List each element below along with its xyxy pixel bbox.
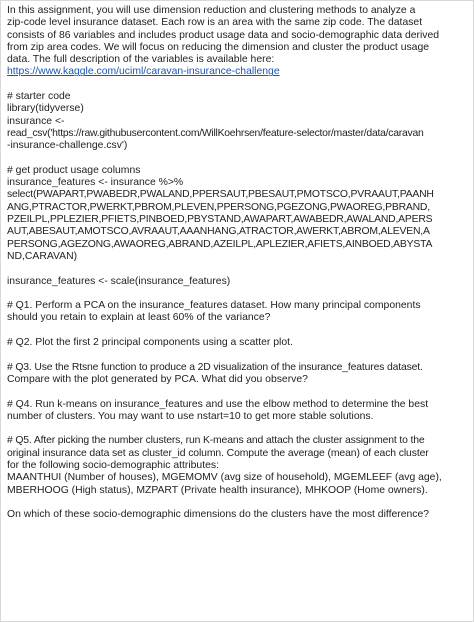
intro-line: data. The full description of the variables is available here: bbox=[7, 54, 275, 66]
intro-line: from zip area codes. We will focus on reducing the dimension and cluster the product usage bbox=[7, 41, 430, 53]
q2-line: # Q2. Plot the first 2 principal components using a scatter plot. bbox=[7, 337, 293, 349]
paragraph-gap bbox=[7, 325, 467, 337]
starter-line: read_csv('https://raw.githubusercontent.com/WillKoehrsen/feature-selector/master/data/caravan bbox=[7, 127, 424, 139]
question-3 bbox=[7, 362, 467, 387]
paragraph-gap bbox=[7, 423, 467, 435]
question-4 bbox=[7, 399, 467, 424]
intro-line: consists of 86 variables and includes product usage data and socio-demographic data derived bbox=[7, 29, 440, 41]
q5-line: MBERHOOG (High status), MZPART (Private health insurance), MHKOOP (Home owners). bbox=[7, 484, 428, 496]
final-line: On which of these socio-demographic dimensions do the clusters have the most difference? bbox=[7, 509, 430, 521]
product-line: # get product usage columns bbox=[7, 164, 141, 176]
scale-block bbox=[7, 276, 467, 288]
q4-line: number of clusters. You may want to use nstart=10 to get more stable solutions. bbox=[7, 410, 374, 422]
q5-line: for the following socio-demographic attributes: bbox=[7, 459, 219, 471]
product-line: PZEILPL,PPLEZIER,PFIETS,PINBOED,PBYSTAND,AWAPART,AWABEDR,AWALAND,APERS bbox=[7, 214, 433, 226]
starter-line: library(tidyverse) bbox=[7, 103, 84, 115]
intro-line: In this assignment, you will use dimension reduction and clustering methods to analyze a bbox=[7, 5, 416, 16]
paragraph-gap bbox=[7, 497, 467, 509]
paragraph-gap bbox=[7, 349, 467, 361]
product-line: insurance_features <- insurance %>% bbox=[7, 177, 184, 189]
kaggle-dataset-link[interactable]: https://www.kaggle.com/uciml/caravan-insurance-challenge bbox=[7, 66, 280, 78]
product-usage-block bbox=[7, 165, 467, 263]
q3-line: Compare with the plot generated by PCA. What did you observe? bbox=[7, 373, 308, 385]
q3-line: # Q3. Use the Rtsne function to produce a 2D visualization of the insurance_features dataset. bbox=[7, 361, 423, 373]
intro-paragraph bbox=[7, 5, 467, 79]
paragraph-gap bbox=[7, 153, 467, 165]
scale-line: insurance_features <- scale(insurance_features) bbox=[7, 275, 231, 287]
paragraph-gap bbox=[7, 263, 467, 275]
q5-line: original insurance data set as cluster_id column. Compute the average (mean) of each cluster bbox=[7, 447, 429, 459]
product-line: PERSONG,AGEZONG,AWAOREG,ABRAND,AZEILPL,APLEZIER,AFIETS,AINBOED,ABYSTA bbox=[7, 238, 433, 250]
paragraph-gap bbox=[7, 288, 467, 300]
q5-line: # Q5. After picking the number clusters, run K-means and attach the cluster assignment to the bbox=[7, 435, 425, 447]
question-2 bbox=[7, 337, 467, 349]
paragraph-gap bbox=[7, 386, 467, 398]
paragraph-gap bbox=[7, 79, 467, 91]
starter-line: -insurance-challenge.csv') bbox=[7, 140, 128, 152]
q1-line: # Q1. Perform a PCA on the insurance_features dataset. How many principal components bbox=[7, 300, 421, 312]
question-1 bbox=[7, 300, 467, 325]
q1-line: should you retain to explain at least 60% of the variance? bbox=[7, 312, 271, 324]
product-line: ANG,PTRACTOR,PWERKT,PBROM,PLEVEN,PPERSONG,PGEZONG,PWAOREG,PBRAND, bbox=[7, 201, 430, 213]
product-line: AUT,ABESAUT,AMOTSCO,AVRAAUT,AAANHANG,ATRACTOR,AWERKT,ABROM,ALEVEN,A bbox=[7, 226, 430, 238]
q4-line: # Q4. Run k-means on insurance_features and use the elbow method to determine the best bbox=[7, 398, 429, 410]
starter-line: # starter code bbox=[7, 91, 71, 103]
q5-line: MAANTHUI (Number of houses), MGEMOMV (avg size of household), MGEMLEEF (avg age), bbox=[7, 472, 442, 484]
final-question bbox=[7, 509, 467, 521]
starter-code-block bbox=[7, 91, 467, 152]
question-5 bbox=[7, 435, 467, 496]
product-line: select(PWAPART,PWABEDR,PWALAND,PPERSAUT,PBESAUT,PMOTSCO,PVRAAUT,PAANH bbox=[7, 189, 434, 201]
intro-line: zip-code level insurance dataset. Each row is an area with the same zip code. The dataset bbox=[7, 17, 423, 29]
product-line: ND,CARAVAN) bbox=[7, 250, 78, 262]
starter-line: insurance <- bbox=[7, 115, 65, 127]
